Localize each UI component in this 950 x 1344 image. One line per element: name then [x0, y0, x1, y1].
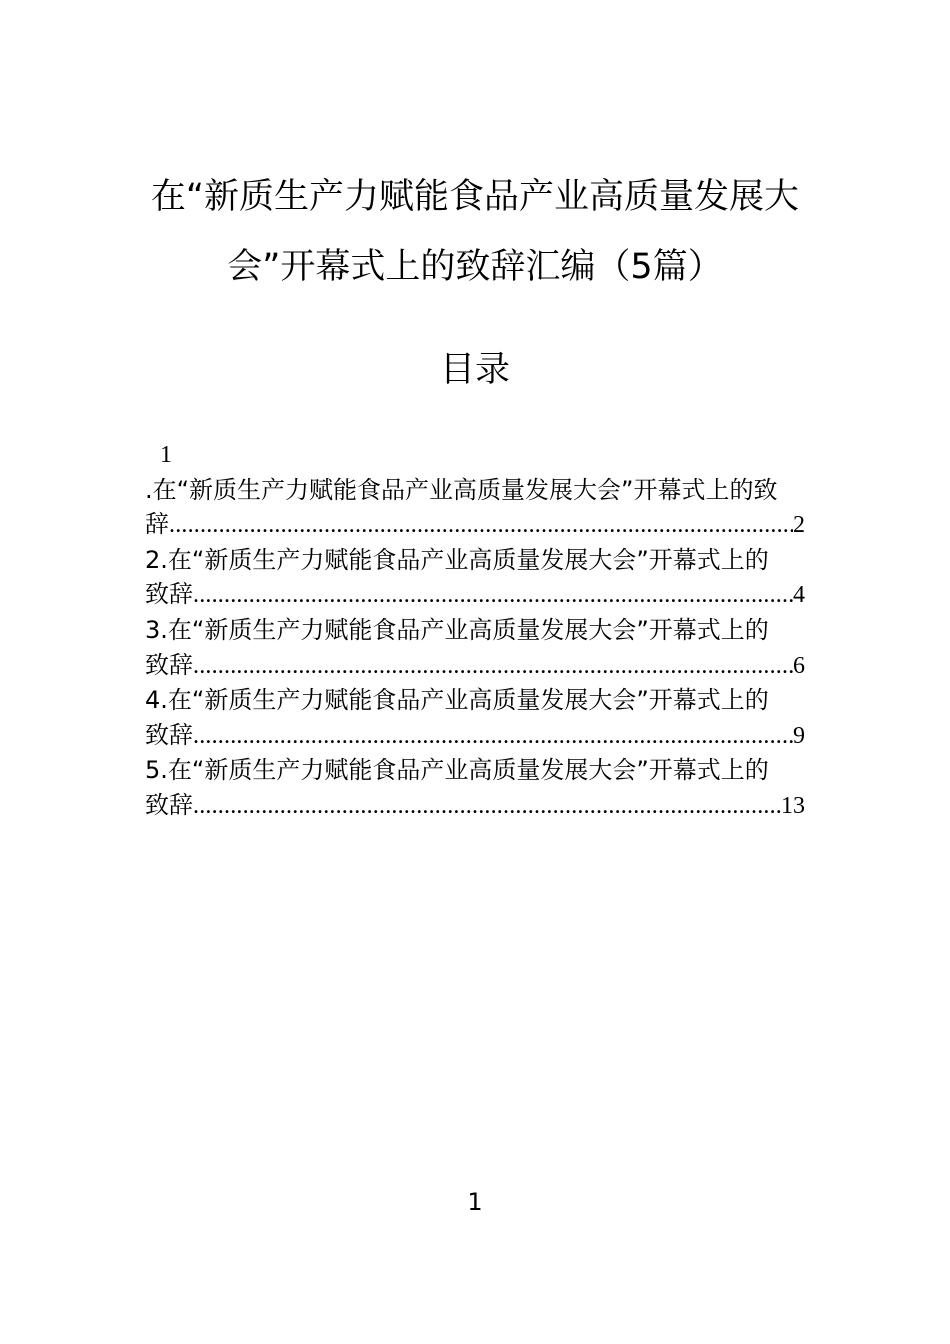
toc-leader-line: [145, 788, 805, 824]
toc-entry-5[interactable]: [145, 753, 805, 823]
toc-entry-tail: 致辞: [145, 650, 193, 679]
toc-entry-tail: 致辞: [145, 580, 193, 609]
toc-entry-tail: 辞: [145, 510, 169, 539]
document-title-line-1: 在“新质生产力赋能食品产业高质量发展大: [150, 177, 800, 217]
toc-entry-4[interactable]: [145, 683, 805, 753]
document-title: [140, 162, 810, 302]
toc-entry-tail: 致辞: [145, 790, 193, 819]
toc-leader-line: [145, 577, 805, 613]
toc-page-number: 13: [781, 792, 805, 819]
toc-entry-3[interactable]: [145, 613, 805, 683]
toc-entry-number: 1: [160, 442, 172, 468]
toc-entry-2[interactable]: [145, 543, 805, 613]
toc-leader-line: [145, 718, 805, 754]
toc-heading: 目录: [439, 350, 510, 390]
table-of-contents: [145, 438, 805, 824]
toc-leader-line: [145, 648, 805, 684]
dot-leader: [193, 719, 793, 754]
toc-entry-title: 3.在“新质生产力赋能食品产业高质量发展大会”开幕式上的: [145, 615, 769, 644]
toc-entry-1[interactable]: [145, 438, 805, 543]
toc-page-number: 2: [793, 512, 805, 539]
dot-leader: [193, 578, 793, 613]
dot-leader: [193, 649, 793, 684]
toc-entry-title: 4.在“新质生产力赋能食品产业高质量发展大会”开幕式上的: [145, 686, 769, 715]
toc-leader-line: [145, 507, 805, 543]
toc-entry-tail: 致辞: [145, 720, 193, 749]
toc-entry-title: .在“新质生产力赋能食品产业高质量发展大会”开幕式上的致: [145, 475, 778, 504]
toc-page-number: 4: [793, 582, 805, 609]
toc-page-number: 6: [793, 652, 805, 679]
dot-leader: [169, 508, 793, 543]
toc-page-number: 9: [793, 722, 805, 749]
toc-entry-title: 5.在“新质生产力赋能食品产业高质量发展大会”开幕式上的: [145, 756, 769, 785]
page-number: 1: [467, 1188, 483, 1216]
document-title-line-2: 会”开幕式上的致辞汇编（5篇）: [227, 247, 723, 287]
dot-leader: [193, 789, 781, 824]
toc-entry-title: 2.在“新质生产力赋能食品产业高质量发展大会”开幕式上的: [145, 545, 769, 574]
